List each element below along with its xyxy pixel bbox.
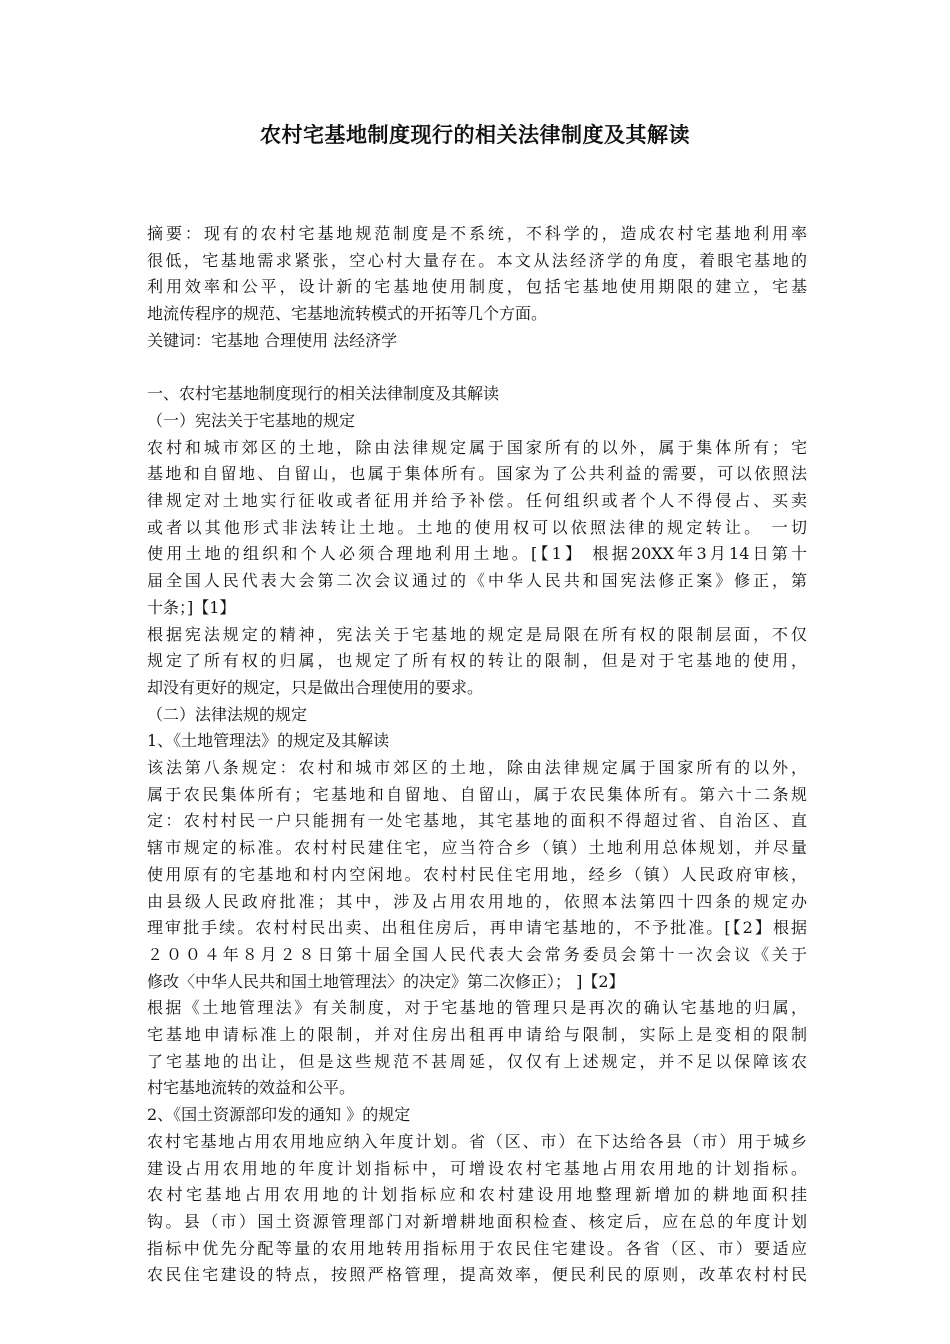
- text-line: 属于农民集体所有；宅基地和自留地、自留山，属于农民集体所有。第六十二条规: [147, 784, 807, 804]
- text-line: ２００４年８月２８日第十届全国人民代表大会常务委员会第十一次会议《关于: [147, 944, 807, 964]
- text-line: 村宅基地流转的效益和公平。: [147, 1078, 356, 1098]
- text-line: 修改〈中华人民共和国土地管理法〉的决定》第二次修正）； ]【2】: [147, 971, 625, 991]
- item-heading: 1、《土地管理法》的规定及其解读: [147, 731, 390, 751]
- text-line: 农村宅基地占用农用地的计划指标应和农村建设用地整理新增加的耕地面积挂: [147, 1185, 807, 1205]
- text-line: 了宅基地的出让，但是这些规范不甚周延，仅仅有上述规定，并不足以保障该农: [147, 1051, 807, 1071]
- text-line: 农村和城市郊区的土地，除由法律规定属于国家所有的以外，属于集体所有；宅: [147, 437, 807, 457]
- text-line: 辖市规定的标准。农村村民建住宅，应当符合乡（镇）土地利用总体规划，并尽量: [147, 838, 807, 858]
- document-title: 农村宅基地制度现行的相关法律制度及其解读: [260, 122, 690, 147]
- paragraph: [147, 435, 807, 622]
- text-line: 钩。县（市）国土资源管理部门对新增耕地面积检查、核定后，应在总的年度计划: [147, 1212, 807, 1231]
- abstract-paragraph: [147, 221, 807, 328]
- text-line: 该法第八条规定：农村和城市郊区的土地，除由法律规定属于国家所有的以外，: [147, 758, 807, 778]
- blank-line: [147, 355, 807, 382]
- text-line: 理审批手续。农村村民出卖、出租住房后，再申请宅基地的，不予批准。[【2】根据: [147, 918, 807, 938]
- text-line: 摘要：现有的农村宅基地规范制度是不系统，不科学的，造成农村宅基地利用率: [147, 224, 807, 243]
- section-heading: 一、农村宅基地制度现行的相关法律制度及其解读: [147, 384, 500, 404]
- text-line: 农村宅基地占用农用地应纳入年度计划。省（区、市）在下达给各县（市）用于城乡: [147, 1131, 807, 1151]
- paragraph: [147, 622, 807, 702]
- item-heading: 2、《国土资源部印发的通知 》的规定: [147, 1105, 411, 1125]
- text-line: 指标中优先分配等量的农用地转用指标用于农民住宅建设。各省（区、市）要适应: [147, 1238, 807, 1258]
- text-line: 宅基地申请标准上的限制，并对住房出租再申请给与限制，实际上是变相的限制: [147, 1025, 807, 1045]
- paragraph: [147, 1129, 807, 1289]
- text-line: 农民住宅建设的特点，按照严格管理，提高效率，便民利民的原则，改革农村村民: [147, 1265, 807, 1285]
- text-line: 很低，宅基地需求紧张，空心村大量存在。本文从法经济学的角度，着眼宅基地的: [147, 250, 807, 270]
- text-line: 十条；]【1】: [147, 597, 236, 617]
- paragraph: [147, 755, 807, 995]
- text-line: 基地和自留地、自留山，也属于集体所有。国家为了公共利益的需要，可以依照法: [147, 464, 807, 484]
- text-line: 地流传程序的规范、宅基地流转模式的开拓等几个方面。: [147, 304, 548, 324]
- text-line: 建设占用农用地的年度计划指标中，可增设农村宅基地占用农用地的计划指标。: [147, 1158, 807, 1178]
- text-line: 使用土地的组织和个人必须合理地利用土地。[【1】 根据20XX年3月14日第十: [147, 544, 807, 564]
- text-line: 或者以其他形式非法转让土地。土地的使用权可以依照法律的规定转让。 一切: [147, 517, 807, 537]
- text-line: 律规定对土地实行征收或者征用并给予补偿。任何组织或者个人不得侵占、买卖: [147, 491, 807, 511]
- text-line: 规定了所有权的归属，也规定了所有权的转让的限制，但是对于宅基地的使用，: [147, 651, 807, 671]
- text-line: 根据宪法规定的精神，宪法关于宅基地的规定是局限在所有权的限制层面，不仅: [147, 624, 807, 644]
- paragraph: [147, 995, 807, 1102]
- text-line: 届全国人民代表大会第二次会议通过的《中华人民共和国宪法修正案》修正，第: [147, 571, 807, 591]
- text-line: 根据《土地管理法》有关制度，对于宅基地的管理只是再次的确认宅基地的归属，: [147, 998, 807, 1018]
- text-line: 利用效率和公平，设计新的宅基地使用制度，包括宅基地使用期限的建立，宅基: [147, 277, 807, 297]
- text-line: 由县级人民政府批准；其中，涉及占用农用地的，依照本法第四十四条的规定办: [147, 891, 807, 911]
- text-line: 却没有更好的规定，只是做出合理使用的要求。: [147, 677, 484, 697]
- subsection-heading: （一）宪法关于宅基地的规定: [147, 410, 356, 430]
- subsection-heading: （二）法律法规的规定: [147, 704, 308, 724]
- document-body: [147, 221, 807, 1289]
- keywords-line: 关键词：宅基地 合理使用 法经济学: [147, 330, 398, 350]
- text-line: 使用原有的宅基地和村内空闲地。农村村民住宅用地，经乡（镇）人民政府审核，: [147, 864, 807, 884]
- text-line: 定：农村村民一户只能拥有一处宅基地，其宅基地的面积不得超过省、自治区、直: [147, 811, 807, 831]
